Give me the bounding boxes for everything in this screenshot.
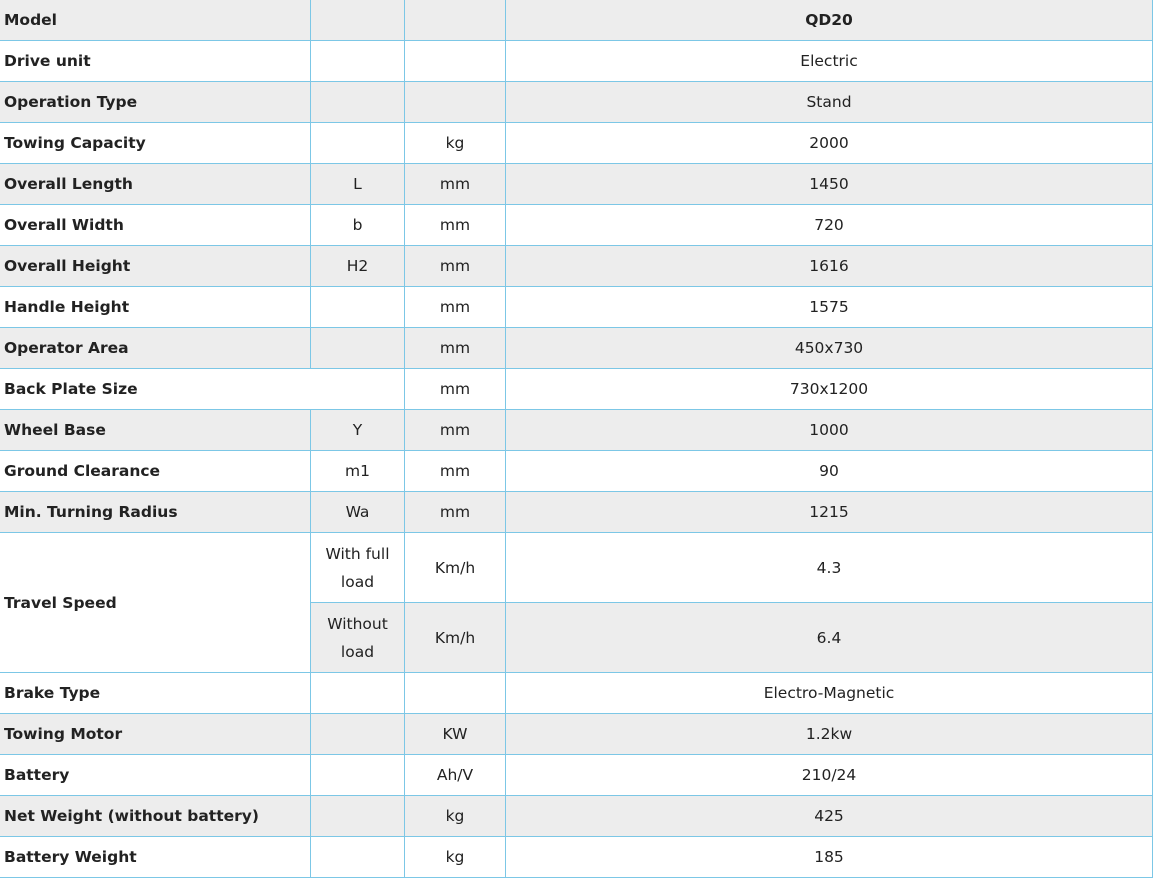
row-symbol bbox=[311, 837, 405, 878]
table-row bbox=[0, 246, 1153, 287]
table-row bbox=[0, 0, 1153, 41]
row-value: QD20 bbox=[506, 0, 1153, 41]
table-row bbox=[0, 205, 1153, 246]
table-row bbox=[0, 369, 1153, 410]
row-value: 4.3 bbox=[506, 533, 1153, 603]
row-symbol bbox=[311, 82, 405, 123]
row-unit bbox=[405, 41, 506, 82]
table-row bbox=[0, 796, 1153, 837]
row-symbol bbox=[311, 796, 405, 837]
row-unit: Km/h bbox=[405, 533, 506, 603]
row-unit: mm bbox=[405, 451, 506, 492]
row-value: 720 bbox=[506, 205, 1153, 246]
row-value: 450x730 bbox=[506, 328, 1153, 369]
row-unit: kg bbox=[405, 796, 506, 837]
row-label: Model bbox=[0, 0, 311, 41]
row-value: 6.4 bbox=[506, 603, 1153, 673]
row-unit: mm bbox=[405, 492, 506, 533]
row-symbol: Without load bbox=[311, 603, 405, 673]
row-symbol bbox=[311, 41, 405, 82]
row-value: 1000 bbox=[506, 410, 1153, 451]
row-label: Brake Type bbox=[0, 673, 311, 714]
row-value: 185 bbox=[506, 837, 1153, 878]
row-symbol bbox=[311, 287, 405, 328]
table-row bbox=[0, 533, 1153, 603]
table-row bbox=[0, 82, 1153, 123]
row-unit bbox=[405, 0, 506, 41]
row-unit: mm bbox=[405, 287, 506, 328]
row-unit: mm bbox=[405, 369, 506, 410]
row-value: 730x1200 bbox=[506, 369, 1153, 410]
table-row bbox=[0, 837, 1153, 878]
table-row bbox=[0, 123, 1153, 164]
row-label: Wheel Base bbox=[0, 410, 311, 451]
row-symbol: b bbox=[311, 205, 405, 246]
row-value: Stand bbox=[506, 82, 1153, 123]
row-label: Battery bbox=[0, 755, 311, 796]
row-symbol: With full load bbox=[311, 533, 405, 603]
row-value: Electric bbox=[506, 41, 1153, 82]
row-unit: KW bbox=[405, 714, 506, 755]
row-unit bbox=[405, 82, 506, 123]
row-label: Overall Length bbox=[0, 164, 311, 205]
row-value: 1616 bbox=[506, 246, 1153, 287]
row-value: 425 bbox=[506, 796, 1153, 837]
row-label: Towing Capacity bbox=[0, 123, 311, 164]
row-label: Net Weight (without battery) bbox=[0, 796, 311, 837]
row-unit: mm bbox=[405, 328, 506, 369]
row-unit: kg bbox=[405, 837, 506, 878]
row-label: Operation Type bbox=[0, 82, 311, 123]
row-symbol: H2 bbox=[311, 246, 405, 287]
row-unit: Km/h bbox=[405, 603, 506, 673]
row-label: Back Plate Size bbox=[0, 369, 405, 410]
row-symbol bbox=[311, 673, 405, 714]
row-symbol: Wa bbox=[311, 492, 405, 533]
row-value: 210/24 bbox=[506, 755, 1153, 796]
row-unit: kg bbox=[405, 123, 506, 164]
row-value: Electro-Magnetic bbox=[506, 673, 1153, 714]
row-unit bbox=[405, 673, 506, 714]
row-symbol bbox=[311, 328, 405, 369]
row-unit: Ah/V bbox=[405, 755, 506, 796]
row-label: Operator Area bbox=[0, 328, 311, 369]
table-row bbox=[0, 287, 1153, 328]
row-symbol: m1 bbox=[311, 451, 405, 492]
row-unit: mm bbox=[405, 246, 506, 287]
row-label: Overall Height bbox=[0, 246, 311, 287]
table-row bbox=[0, 755, 1153, 796]
row-unit: mm bbox=[405, 205, 506, 246]
row-symbol: Y bbox=[311, 410, 405, 451]
row-label: Battery Weight bbox=[0, 837, 311, 878]
table-row bbox=[0, 410, 1153, 451]
row-label: Min. Turning Radius bbox=[0, 492, 311, 533]
row-unit: mm bbox=[405, 164, 506, 205]
row-symbol bbox=[311, 123, 405, 164]
row-label: Overall Width bbox=[0, 205, 311, 246]
row-symbol bbox=[311, 0, 405, 41]
row-symbol: L bbox=[311, 164, 405, 205]
row-symbol bbox=[311, 714, 405, 755]
row-label: Ground Clearance bbox=[0, 451, 311, 492]
row-value: 1.2kw bbox=[506, 714, 1153, 755]
table-row bbox=[0, 164, 1153, 205]
row-value: 1575 bbox=[506, 287, 1153, 328]
table-row bbox=[0, 328, 1153, 369]
row-label: Towing Motor bbox=[0, 714, 311, 755]
table-row bbox=[0, 451, 1153, 492]
row-value: 2000 bbox=[506, 123, 1153, 164]
table-row bbox=[0, 41, 1153, 82]
row-label: Drive unit bbox=[0, 41, 311, 82]
row-label: Travel Speed bbox=[0, 533, 311, 673]
row-label: Handle Height bbox=[0, 287, 311, 328]
table-row bbox=[0, 714, 1153, 755]
row-symbol bbox=[311, 755, 405, 796]
row-value: 90 bbox=[506, 451, 1153, 492]
row-value: 1450 bbox=[506, 164, 1153, 205]
table-row bbox=[0, 673, 1153, 714]
row-unit: mm bbox=[405, 410, 506, 451]
row-value: 1215 bbox=[506, 492, 1153, 533]
table-row bbox=[0, 492, 1153, 533]
